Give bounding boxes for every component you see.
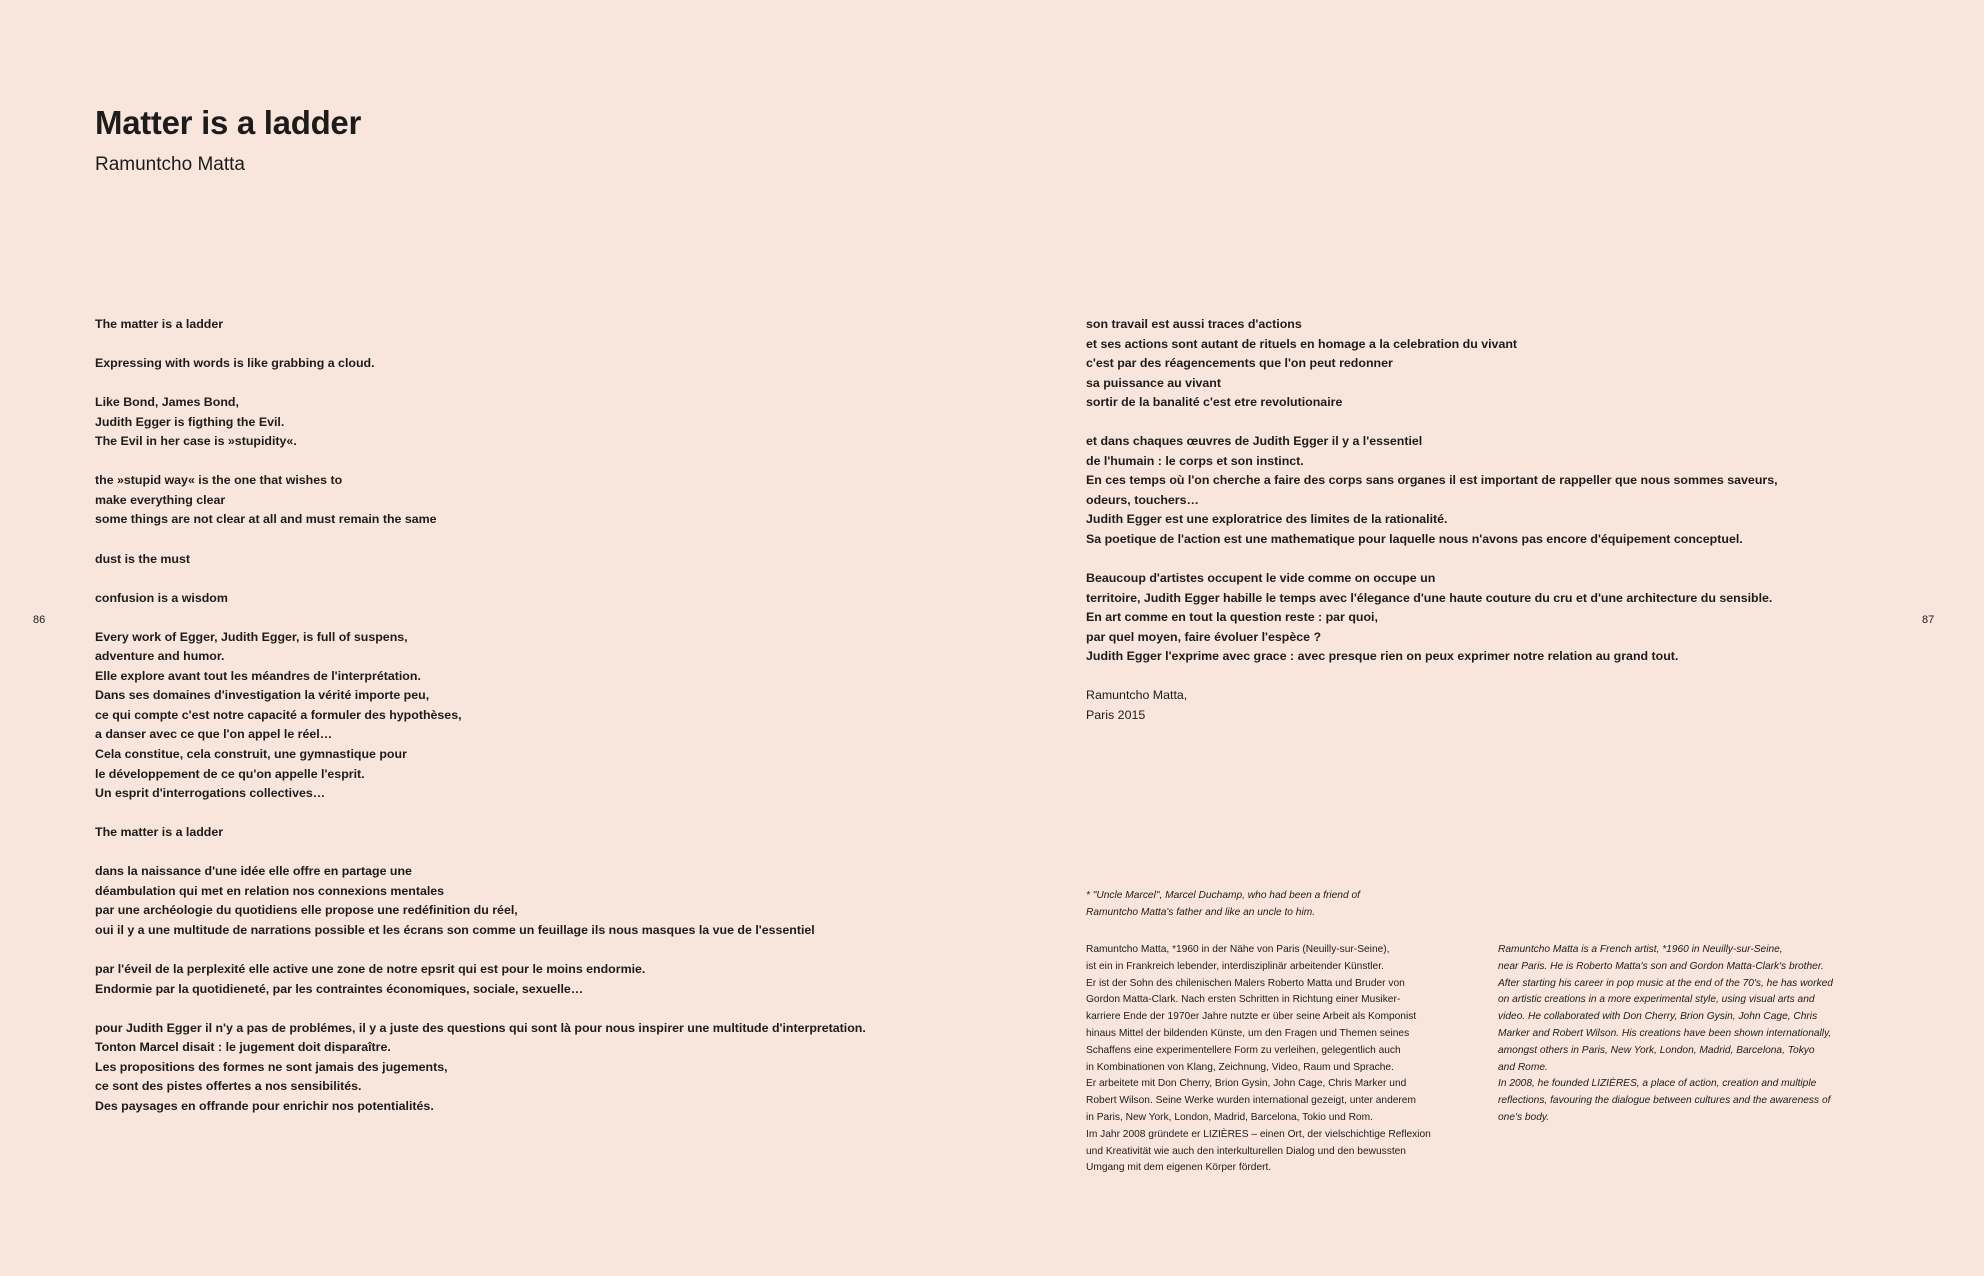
text-line <box>95 843 1025 863</box>
bio-german-line: Umgang mit dem eigenen Körper fördert. <box>1086 1162 1272 1174</box>
text-line: some things are not clear at all and must remain the same <box>95 512 437 527</box>
text-line: ce sont des pistes offertes a nos sensibilités. <box>95 1079 362 1094</box>
text-line <box>95 804 1025 824</box>
text-line: Un esprit d'interrogations collectives… <box>95 786 326 801</box>
text-line: Elle explore avant tout les méandres de l'interprétation. <box>95 668 421 683</box>
text-line: Judith Egger l'exprime avec grace : avec presque rien on peux exprimer notre relation au grand tout. <box>1086 649 1679 664</box>
text-line: Tonton Marcel disait : le jugement doit disparaître. <box>95 1040 391 1055</box>
text-line <box>1086 667 1966 687</box>
text-line: the »stupid way« is the one that wishes to <box>95 473 343 488</box>
bio-english-line: amongst others in Paris, New York, London, Madrid, Barcelona, Tokyo <box>1498 1044 1815 1056</box>
text-line: le développement de ce qu'on appelle l'esprit. <box>95 766 365 781</box>
text-line: Endormie par la quotidieneté, par les contraintes économiques, sociale, sexuelle… <box>95 981 584 996</box>
bio-german-line: Schaffens eine experimentellere Form zu verleihen, gelegentlich auch <box>1086 1044 1401 1056</box>
text-line: Sa poetique de l'action est une mathematique pour laquelle nous n'avons pas encore d'équipement conceptuel. <box>1086 532 1743 547</box>
text-line: sortir de la banalité c'est etre revolutionaire <box>1086 395 1343 410</box>
poem-column-left <box>95 315 1025 1116</box>
text-line: territoire, Judith Egger habille le temps avec l'élegance d'une haute couture du cru et d'une architecture du sensible. <box>1086 590 1773 605</box>
text-line: c'est par des réagencements que l'on peut redonner <box>1086 356 1393 371</box>
text-line: et dans chaques œuvres de Judith Egger il y a l'essentiel <box>1086 434 1423 449</box>
text-line: The matter is a ladder <box>95 825 224 840</box>
bio-german-line: Robert Wilson. Seine Werke wurden international gezeigt, unter anderem <box>1086 1095 1416 1107</box>
text-line: dust is the must <box>95 551 191 566</box>
bio-german-line: in Kombinationen von Klang, Zeichnung, Video, Raum und Sprache. <box>1086 1061 1394 1073</box>
text-line <box>95 569 1025 589</box>
author-name: Ramuntcho Matta <box>95 154 245 175</box>
text-line: par l'éveil de la perplexité elle active une zone de notre epsrit qui est pour le moins endormie. <box>95 962 646 977</box>
text-line <box>95 999 1025 1019</box>
text-line: par une archéologie du quotidiens elle propose une redéfinition du réel, <box>95 903 518 918</box>
signature-line: Ramuntcho Matta, <box>1086 688 1188 703</box>
bio-german-line: und Kreativität wie auch den interkulturellen Dialog und den bewussten <box>1086 1145 1406 1157</box>
text-line <box>1086 413 1966 433</box>
bio-english-line: Marker and Robert Wilson. His creations have been shown internationally, <box>1498 1027 1832 1039</box>
footnote-line: Ramuntcho Matta's father and like an uncle to him. <box>1086 906 1316 918</box>
text-line: de l'humain : le corps et son instinct. <box>1086 453 1304 468</box>
text-line <box>95 374 1025 394</box>
text-line: Judith Egger is figthing the Evil. <box>95 414 285 429</box>
signature-line: Paris 2015 <box>1086 707 1146 722</box>
poem-column-right <box>1086 315 1966 725</box>
text-line: Dans ses domaines d'investigation la vérité importe peu, <box>95 688 430 703</box>
text-line: oui il y a une multitude de narrations possible et les écrans son comme un feuillage ils nous masques la vue de l'essentiel <box>95 922 815 937</box>
text-line: ce qui compte c'est notre capacité a formuler des hypothèses, <box>95 707 462 722</box>
bio-german-line: Er ist der Sohn des chilenischen Malers Roberto Matta und Bruder von <box>1086 977 1405 989</box>
bio-german-line: karriere Ende der 1970er Jahre nutzte er über seine Arbeit als Komponist <box>1086 1011 1417 1023</box>
page-title: Matter is a ladder <box>95 104 362 141</box>
text-line: confusion is a wisdom <box>95 590 228 605</box>
text-line: dans la naissance d'une idée elle offre en partage une <box>95 864 412 879</box>
signature-block <box>1086 686 1966 725</box>
page-number-left: 86 <box>33 614 46 626</box>
text-line <box>95 530 1025 550</box>
text-line <box>95 335 1025 355</box>
bio-english-line: on artistic creations in a more experimental style, using visual arts and <box>1498 994 1815 1006</box>
text-line: Beaucoup d'artistes occupent le vide comme on occupe un <box>1086 571 1436 586</box>
text-line: adventure and humor. <box>95 649 225 664</box>
bio-english-line: In 2008, he founded LIZIÈRES, a place of action, creation and multiple <box>1498 1078 1817 1090</box>
bio-german-line: ist ein in Frankreich lebender, interdisziplinär arbeitender Künstler. <box>1086 960 1384 972</box>
text-line: En art comme en tout la question reste : par quoi, <box>1086 610 1378 625</box>
page-number-right: 87 <box>1922 614 1935 626</box>
bio-german-line: hinaus Mittel der bildenden Künste, um den Fragen und Themen seines <box>1086 1027 1410 1039</box>
bio-german-line: Er arbeitete mit Don Cherry, Brion Gysin, John Cage, Chris Marker und <box>1086 1078 1407 1090</box>
bio-english <box>1498 942 1898 1127</box>
footnote-line: * "Uncle Marcel", Marcel Duchamp, who had been a friend of <box>1086 890 1360 901</box>
text-line: Expressing with words is like grabbing a cloud. <box>95 356 375 371</box>
bio-english-line: near Paris. He is Roberto Matta's son and Gordon Matta-Clark's brother. <box>1498 960 1824 972</box>
text-line: pour Judith Egger il n'y a pas de problémes, il y a juste des questions qui sont là pour nous inspirer une multitude d'interpretation. <box>95 1020 866 1035</box>
text-line <box>95 452 1025 472</box>
text-line <box>95 608 1025 628</box>
text-line: Like Bond, James Bond, <box>95 395 239 410</box>
text-line: En ces temps où l'on cherche a faire des corps sans organes il est important de rappeller que nous sommes saveurs, <box>1086 473 1778 488</box>
text-line: Judith Egger est une exploratrice des limites de la rationalité. <box>1086 512 1448 527</box>
signature-lines <box>1086 686 1966 725</box>
text-line: Every work of Egger, Judith Egger, is full of suspens, <box>95 629 408 644</box>
bio-english-line: Ramuntcho Matta is a French artist, *1960 in Neuilly-sur-Seine, <box>1498 944 1783 955</box>
bio-german-line: Im Jahr 2008 gründete er LIZIÈRES – einen Ort, der vielschichtige Reflexion <box>1086 1128 1431 1140</box>
text-line: Des paysages en offrande pour enrichir nos potentialités. <box>95 1098 434 1113</box>
text-line: The Evil in her case is »stupidity«. <box>95 434 297 449</box>
text-line <box>1086 550 1966 570</box>
text-line: sa puissance au vivant <box>1086 375 1221 390</box>
text-line: The matter is a ladder <box>95 317 224 331</box>
text-line: Cela constitue, cela construit, une gymnastique pour <box>95 747 407 762</box>
bio-english-line: reflections, favouring the dialogue between cultures and the awareness of <box>1498 1095 1831 1107</box>
text-line: déambulation qui met en relation nos connexions mentales <box>95 883 445 898</box>
bio-german-line: Ramuntcho Matta, *1960 in der Nähe von Paris (Neuilly-sur-Seine), <box>1086 944 1390 955</box>
bio-english-line: video. He collaborated with Don Cherry, Brion Gysin, John Cage, Chris <box>1498 1011 1818 1023</box>
right-column-lines <box>1086 315 1966 686</box>
text-line: a danser avec ce que l'on appel le réel… <box>95 727 333 742</box>
bio-english-line: one's body. <box>1498 1111 1550 1123</box>
bio-german <box>1086 942 1496 1177</box>
text-line: son travail est aussi traces d'actions <box>1086 317 1302 331</box>
text-line: par quel moyen, faire évoluer l'espèce ? <box>1086 629 1322 644</box>
bio-german-line: Gordon Matta-Clark. Nach ersten Schritten in Richtung einer Musiker- <box>1086 994 1401 1006</box>
bio-german-line: in Paris, New York, London, Madrid, Barcelona, Tokio und Rom. <box>1086 1111 1373 1123</box>
footnote <box>1086 888 1486 921</box>
poem-column-right-lines <box>1086 315 1966 686</box>
text-line <box>95 941 1025 961</box>
text-line: Les propositions des formes ne sont jamais des jugements, <box>95 1059 448 1074</box>
bio-english-line: After starting his career in pop music at the end of the 70's, he has worked <box>1498 977 1833 989</box>
bio-english-line: and Rome. <box>1498 1061 1548 1073</box>
text-line: et ses actions sont autant de rituels en homage a la celebration du vivant <box>1086 336 1518 351</box>
text-line: odeurs, touchers… <box>1086 492 1199 507</box>
text-line: make everything clear <box>95 492 226 507</box>
